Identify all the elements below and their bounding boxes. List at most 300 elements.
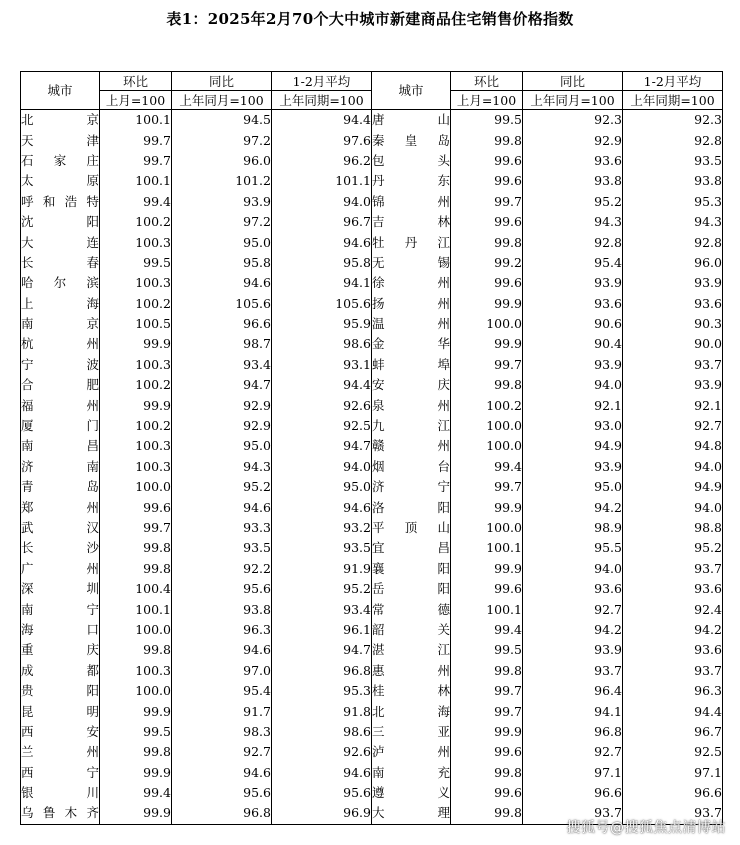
yoy-value-right: 92.3 [523,110,623,131]
yoy-value-right: 92.1 [523,395,623,415]
yoy-value-right: 95.0 [523,477,623,497]
mom-value-left: 99.8 [100,640,172,660]
header-avg-base-right: 上年同期=100 [623,91,723,110]
city-name-right: 泸州 [372,742,451,762]
city-name-right: 温州 [372,314,451,334]
avg-value-left: 92.5 [272,416,372,436]
city-name-left: 上海 [21,294,100,314]
mom-value-left: 100.2 [100,212,172,232]
city-name-left: 宁波 [21,355,100,375]
mom-value-right: 99.7 [451,681,523,701]
city-name-left: 西宁 [21,763,100,783]
city-name-right: 襄阳 [372,559,451,579]
city-name-left: 深圳 [21,579,100,599]
table-row [21,110,723,131]
table-row [21,334,723,354]
city-name-right: 九江 [372,416,451,436]
mom-value-right: 99.6 [451,212,523,232]
avg-value-right: 94.2 [623,620,723,640]
yoy-value-right: 90.6 [523,314,623,334]
city-name-right: 遵义 [372,783,451,803]
mom-value-left: 99.5 [100,722,172,742]
avg-value-right: 92.8 [623,130,723,150]
avg-value-left: 93.4 [272,599,372,619]
mom-value-right: 100.0 [451,436,523,456]
table-row [21,599,723,619]
table-row [21,436,723,456]
city-name-left: 石家庄 [21,151,100,171]
city-name-right: 吉林 [372,212,451,232]
mom-value-right: 99.4 [451,620,523,640]
yoy-value-right: 93.9 [523,640,623,660]
avg-value-right: 93.7 [623,355,723,375]
avg-value-left: 95.0 [272,477,372,497]
yoy-value-left: 94.7 [172,375,272,395]
table-row [21,742,723,762]
avg-value-left: 94.6 [272,497,372,517]
avg-value-left: 96.7 [272,212,372,232]
table-row [21,497,723,517]
avg-value-left: 94.1 [272,273,372,293]
mom-value-left: 100.1 [100,110,172,131]
mom-value-right: 99.9 [451,722,523,742]
city-name-right: 韶关 [372,620,451,640]
mom-value-left: 99.4 [100,783,172,803]
avg-value-right: 96.7 [623,722,723,742]
table-row [21,416,723,436]
yoy-value-left: 91.7 [172,701,272,721]
header-mom-right: 环比 [451,72,523,91]
mom-value-right: 99.8 [451,661,523,681]
table-body [21,110,723,825]
avg-value-left: 95.8 [272,253,372,273]
avg-value-left: 96.2 [272,151,372,171]
yoy-value-right: 93.8 [523,171,623,191]
yoy-value-right: 92.8 [523,232,623,252]
mom-value-left: 100.0 [100,620,172,640]
header-avg-right: 1-2月平均 [623,72,723,91]
yoy-value-right: 97.1 [523,763,623,783]
yoy-value-right: 95.2 [523,192,623,212]
table-row [21,457,723,477]
mom-value-right: 99.5 [451,110,523,131]
mom-value-right: 99.9 [451,559,523,579]
avg-value-left: 91.8 [272,701,372,721]
city-name-left: 长春 [21,253,100,273]
yoy-value-right: 98.9 [523,518,623,538]
table-row [21,253,723,273]
yoy-value-left: 93.8 [172,599,272,619]
city-name-right: 泉州 [372,395,451,415]
yoy-value-left: 97.0 [172,661,272,681]
table-row [21,783,723,803]
city-name-right: 洛阳 [372,497,451,517]
mom-value-right: 99.6 [451,273,523,293]
city-name-right: 济宁 [372,477,451,497]
yoy-value-right: 96.8 [523,722,623,742]
avg-value-left: 91.9 [272,559,372,579]
avg-value-left: 95.3 [272,681,372,701]
city-name-right: 徐州 [372,273,451,293]
yoy-value-right: 94.0 [523,375,623,395]
city-name-left: 大连 [21,232,100,252]
mom-value-right: 99.7 [451,192,523,212]
mom-value-left: 100.2 [100,294,172,314]
city-name-right: 岳阳 [372,579,451,599]
city-name-left: 长沙 [21,538,100,558]
avg-value-right: 92.8 [623,232,723,252]
yoy-value-right: 94.9 [523,436,623,456]
city-name-right: 赣州 [372,436,451,456]
yoy-value-left: 92.2 [172,559,272,579]
city-name-right: 宜昌 [372,538,451,558]
city-name-left: 海口 [21,620,100,640]
mom-value-left: 100.3 [100,661,172,681]
city-name-left: 乌鲁木齐 [21,803,100,824]
avg-value-right: 93.7 [623,661,723,681]
avg-value-left: 94.6 [272,763,372,783]
mom-value-left: 100.3 [100,457,172,477]
city-name-right: 蚌埠 [372,355,451,375]
city-name-right: 桂林 [372,681,451,701]
yoy-value-left: 101.2 [172,171,272,191]
header-city-left: 城市 [21,72,100,110]
avg-value-left: 97.6 [272,130,372,150]
city-name-right: 扬州 [372,294,451,314]
city-name-left: 杭州 [21,334,100,354]
mom-value-right: 99.6 [451,151,523,171]
city-name-right: 牡丹江 [372,232,451,252]
table-row [21,763,723,783]
avg-value-right: 97.1 [623,763,723,783]
table-row [21,640,723,660]
mom-value-left: 100.3 [100,232,172,252]
yoy-value-left: 94.5 [172,110,272,131]
avg-value-left: 94.6 [272,232,372,252]
avg-value-left: 98.6 [272,334,372,354]
avg-value-right: 94.0 [623,457,723,477]
mom-value-left: 100.0 [100,681,172,701]
city-name-right: 三亚 [372,722,451,742]
avg-value-right: 93.6 [623,640,723,660]
yoy-value-left: 94.6 [172,640,272,660]
avg-value-right: 93.7 [623,803,723,824]
yoy-value-right: 94.2 [523,620,623,640]
mom-value-left: 100.2 [100,416,172,436]
city-name-left: 贵阳 [21,681,100,701]
table-row [21,538,723,558]
mom-value-right: 99.6 [451,171,523,191]
avg-value-right: 93.5 [623,151,723,171]
avg-value-right: 92.7 [623,416,723,436]
avg-value-right: 94.3 [623,212,723,232]
watermark: 搜狐号@搜狐焦点清博站 [566,820,726,836]
city-name-right: 大理 [372,803,451,824]
mom-value-left: 100.4 [100,579,172,599]
avg-value-right: 95.2 [623,538,723,558]
avg-value-left: 92.6 [272,395,372,415]
mom-value-right: 99.4 [451,457,523,477]
table-title: 表1：2025年2月70个大中城市新建商品住宅销售价格指数 [166,10,574,28]
avg-value-left: 94.4 [272,375,372,395]
yoy-value-right: 96.6 [523,783,623,803]
yoy-value-right: 93.7 [523,803,623,824]
city-name-left: 合肥 [21,375,100,395]
mom-value-left: 99.9 [100,395,172,415]
avg-value-left: 95.6 [272,783,372,803]
avg-value-right: 96.6 [623,783,723,803]
header-avg-base-left: 上年同期=100 [272,91,372,110]
avg-value-right: 92.3 [623,110,723,131]
avg-value-right: 93.6 [623,294,723,314]
city-name-left: 济南 [21,457,100,477]
table-row [21,294,723,314]
yoy-value-left: 93.5 [172,538,272,558]
avg-value-right: 94.9 [623,477,723,497]
yoy-value-left: 93.9 [172,192,272,212]
mom-value-left: 100.1 [100,171,172,191]
mom-value-right: 100.0 [451,314,523,334]
city-name-right: 常德 [372,599,451,619]
table-header [21,72,723,110]
table-row [21,273,723,293]
yoy-value-right: 92.7 [523,742,623,762]
mom-value-left: 99.4 [100,192,172,212]
header-mom-left: 环比 [100,72,172,91]
table-row [21,559,723,579]
mom-value-right: 99.8 [451,763,523,783]
avg-value-left: 94.4 [272,110,372,131]
table-row [21,579,723,599]
city-name-left: 青岛 [21,477,100,497]
city-name-left: 成都 [21,661,100,681]
mom-value-left: 99.7 [100,518,172,538]
table-row [21,701,723,721]
city-name-left: 南京 [21,314,100,334]
yoy-value-right: 95.5 [523,538,623,558]
mom-value-left: 99.7 [100,130,172,150]
yoy-value-right: 92.7 [523,599,623,619]
avg-value-right: 94.8 [623,436,723,456]
avg-value-left: 93.2 [272,518,372,538]
mom-value-left: 99.8 [100,742,172,762]
yoy-value-left: 97.2 [172,212,272,232]
yoy-value-left: 98.3 [172,722,272,742]
header-yoy-right: 同比 [523,72,623,91]
mom-value-left: 100.1 [100,599,172,619]
avg-value-right: 96.0 [623,253,723,273]
yoy-value-left: 93.4 [172,355,272,375]
avg-value-right: 90.0 [623,334,723,354]
yoy-value-left: 95.6 [172,579,272,599]
city-name-left: 重庆 [21,640,100,660]
mom-value-right: 99.6 [451,579,523,599]
avg-value-left: 96.9 [272,803,372,824]
mom-value-right: 100.0 [451,518,523,538]
avg-value-right: 92.5 [623,742,723,762]
yoy-value-left: 95.0 [172,232,272,252]
table-row [21,151,723,171]
table-row [21,130,723,150]
mom-value-right: 99.8 [451,130,523,150]
header-mom-base-right: 上月=100 [451,91,523,110]
avg-value-right: 94.0 [623,497,723,517]
city-name-right: 惠州 [372,661,451,681]
yoy-value-left: 96.8 [172,803,272,824]
avg-value-left: 105.6 [272,294,372,314]
mom-value-right: 99.7 [451,355,523,375]
yoy-value-right: 93.9 [523,273,623,293]
mom-value-left: 100.0 [100,477,172,497]
price-index-table [20,71,723,825]
city-name-left: 郑州 [21,497,100,517]
city-name-left: 福州 [21,395,100,415]
yoy-value-right: 93.9 [523,355,623,375]
yoy-value-left: 96.0 [172,151,272,171]
mom-value-right: 99.5 [451,640,523,660]
mom-value-right: 99.8 [451,232,523,252]
city-name-right: 秦皇岛 [372,130,451,150]
mom-value-left: 99.7 [100,151,172,171]
city-name-left: 武汉 [21,518,100,538]
yoy-value-right: 93.6 [523,294,623,314]
avg-value-left: 96.8 [272,661,372,681]
city-name-left: 广州 [21,559,100,579]
table-row [21,681,723,701]
avg-value-left: 94.0 [272,457,372,477]
avg-value-right: 93.9 [623,375,723,395]
avg-value-left: 98.6 [272,722,372,742]
avg-value-left: 93.1 [272,355,372,375]
city-name-left: 兰州 [21,742,100,762]
mom-value-left: 99.8 [100,559,172,579]
avg-value-right: 95.3 [623,192,723,212]
city-name-left: 太原 [21,171,100,191]
avg-value-left: 94.7 [272,640,372,660]
city-name-right: 南充 [372,763,451,783]
yoy-value-right: 94.0 [523,559,623,579]
city-name-right: 安庆 [372,375,451,395]
yoy-value-right: 94.2 [523,497,623,517]
table-row [21,661,723,681]
table-row [21,477,723,497]
avg-value-left: 96.1 [272,620,372,640]
yoy-value-right: 93.0 [523,416,623,436]
mom-value-left: 99.5 [100,253,172,273]
mom-value-right: 100.0 [451,416,523,436]
mom-value-left: 99.9 [100,803,172,824]
yoy-value-right: 93.6 [523,151,623,171]
city-name-left: 南宁 [21,599,100,619]
avg-value-right: 93.9 [623,273,723,293]
city-name-left: 沈阳 [21,212,100,232]
header-mom-base-left: 上月=100 [100,91,172,110]
yoy-value-right: 94.1 [523,701,623,721]
mom-value-left: 99.9 [100,701,172,721]
mom-value-left: 99.9 [100,763,172,783]
yoy-value-left: 96.3 [172,620,272,640]
mom-value-left: 99.9 [100,334,172,354]
header-city-right: 城市 [372,72,451,110]
avg-value-right: 93.6 [623,579,723,599]
avg-value-left: 94.0 [272,192,372,212]
mom-value-right: 99.8 [451,375,523,395]
city-name-left: 昆明 [21,701,100,721]
mom-value-right: 99.6 [451,742,523,762]
city-name-left: 南昌 [21,436,100,456]
city-name-left: 北京 [21,110,100,131]
yoy-value-right: 96.4 [523,681,623,701]
yoy-value-left: 92.7 [172,742,272,762]
table-row [21,375,723,395]
yoy-value-left: 95.4 [172,681,272,701]
yoy-value-left: 95.6 [172,783,272,803]
mom-value-left: 100.2 [100,375,172,395]
table-row [21,232,723,252]
yoy-value-left: 94.6 [172,763,272,783]
table-row [21,314,723,334]
table-row [21,722,723,742]
avg-value-right: 98.8 [623,518,723,538]
avg-value-right: 90.3 [623,314,723,334]
mom-value-left: 100.3 [100,355,172,375]
yoy-value-left: 95.2 [172,477,272,497]
mom-value-right: 99.6 [451,783,523,803]
city-name-right: 平顶山 [372,518,451,538]
city-name-right: 金华 [372,334,451,354]
yoy-value-left: 92.9 [172,395,272,415]
mom-value-right: 99.9 [451,294,523,314]
avg-value-right: 96.3 [623,681,723,701]
yoy-value-right: 92.9 [523,130,623,150]
yoy-value-left: 95.0 [172,436,272,456]
yoy-value-right: 93.7 [523,661,623,681]
table-row [21,395,723,415]
yoy-value-left: 94.3 [172,457,272,477]
avg-value-left: 94.7 [272,436,372,456]
yoy-value-left: 93.3 [172,518,272,538]
mom-value-right: 100.2 [451,395,523,415]
city-name-left: 银川 [21,783,100,803]
table-row [21,518,723,538]
avg-value-right: 92.1 [623,395,723,415]
yoy-value-right: 93.9 [523,457,623,477]
mom-value-left: 99.6 [100,497,172,517]
header-yoy-base-right: 上年同月=100 [523,91,623,110]
yoy-value-left: 98.7 [172,334,272,354]
header-avg-left: 1-2月平均 [272,72,372,91]
avg-value-left: 95.2 [272,579,372,599]
city-name-left: 厦门 [21,416,100,436]
yoy-value-right: 93.6 [523,579,623,599]
mom-value-left: 100.3 [100,436,172,456]
avg-value-right: 94.4 [623,701,723,721]
avg-value-left: 93.5 [272,538,372,558]
avg-value-right: 93.8 [623,171,723,191]
city-name-right: 无锡 [372,253,451,273]
table-row [21,355,723,375]
mom-value-right: 99.9 [451,497,523,517]
table-row [21,192,723,212]
yoy-value-left: 94.6 [172,497,272,517]
table-row [21,171,723,191]
mom-value-right: 99.2 [451,253,523,273]
avg-value-left: 95.9 [272,314,372,334]
city-name-right: 烟台 [372,457,451,477]
city-name-left: 天津 [21,130,100,150]
header-yoy-base-left: 上年同月=100 [172,91,272,110]
yoy-value-right: 90.4 [523,334,623,354]
